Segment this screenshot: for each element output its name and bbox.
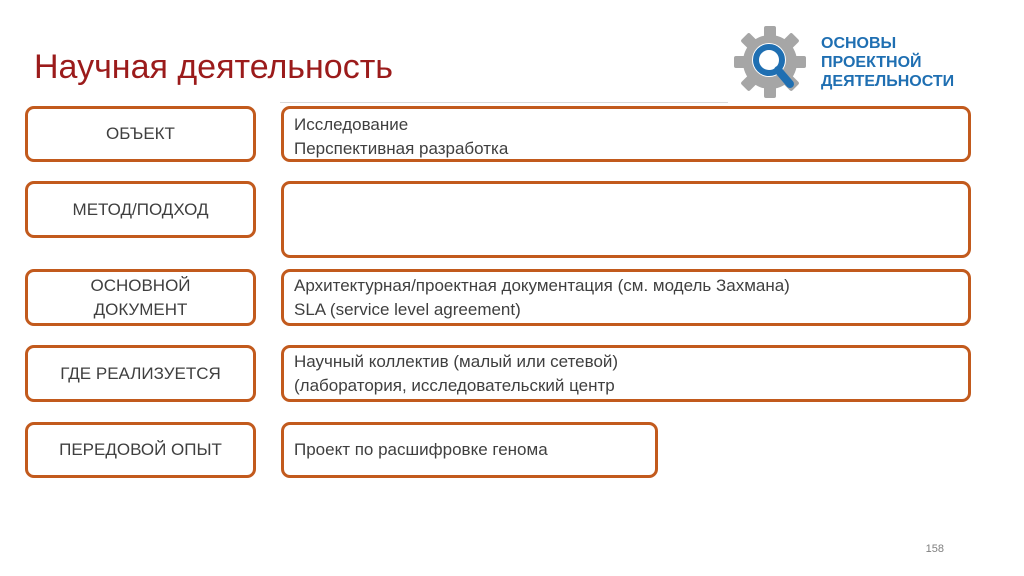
row-label-method [25, 181, 256, 238]
row-value-line: Перспективная разработка [294, 139, 509, 158]
row-value-main-document [281, 269, 971, 326]
row-label-text: ГДЕ РЕАЛИЗУЕТСЯ [60, 363, 221, 383]
slide-title: Научная деятельность [34, 48, 393, 86]
magnifier-gear-icon [732, 24, 808, 100]
row-label-best-practice [25, 422, 256, 478]
row-value-line: Архитектурная/проектная документация (см. модель Захмана) [294, 275, 790, 295]
row-value-object [281, 106, 971, 162]
header-divider [280, 102, 728, 103]
row-label-text: МЕТОД/ПОДХОД [72, 199, 209, 219]
logo-text-line-2: ПРОЕКТНОЙ [821, 54, 922, 71]
row-label-text: ОБЪЕКТ [106, 124, 175, 143]
row-label-main-document [25, 269, 256, 326]
row-label-text: ДОКУМЕНТ [93, 299, 188, 319]
row-value-line: Проект по расшифровке генома [294, 440, 548, 459]
row-label-object [25, 106, 256, 162]
row-label-where-implemented [25, 345, 256, 402]
row-value-best-practice [281, 422, 658, 478]
row-value-where-implemented [281, 345, 971, 402]
row-label-text: ПЕРЕДОВОЙ ОПЫТ [59, 440, 222, 459]
row-value-line: Научный коллектив (малый или сетевой) [294, 351, 619, 371]
row-value-line: Исследование [294, 115, 409, 134]
logo-text [821, 34, 954, 91]
logo [732, 24, 982, 104]
row-value-line: SLA (service level agreement) [294, 299, 521, 319]
row-label-text: ОСНОВНОЙ [90, 275, 191, 295]
row-value-line: (лаборатория, исследовательский центр [294, 375, 615, 395]
logo-text-line-3: ДЕЯТЕЛЬНОСТИ [821, 73, 955, 90]
page-number: 158 [925, 543, 944, 555]
row-value-method [281, 181, 971, 258]
logo-text-line-1: ОСНОВЫ [821, 35, 897, 52]
